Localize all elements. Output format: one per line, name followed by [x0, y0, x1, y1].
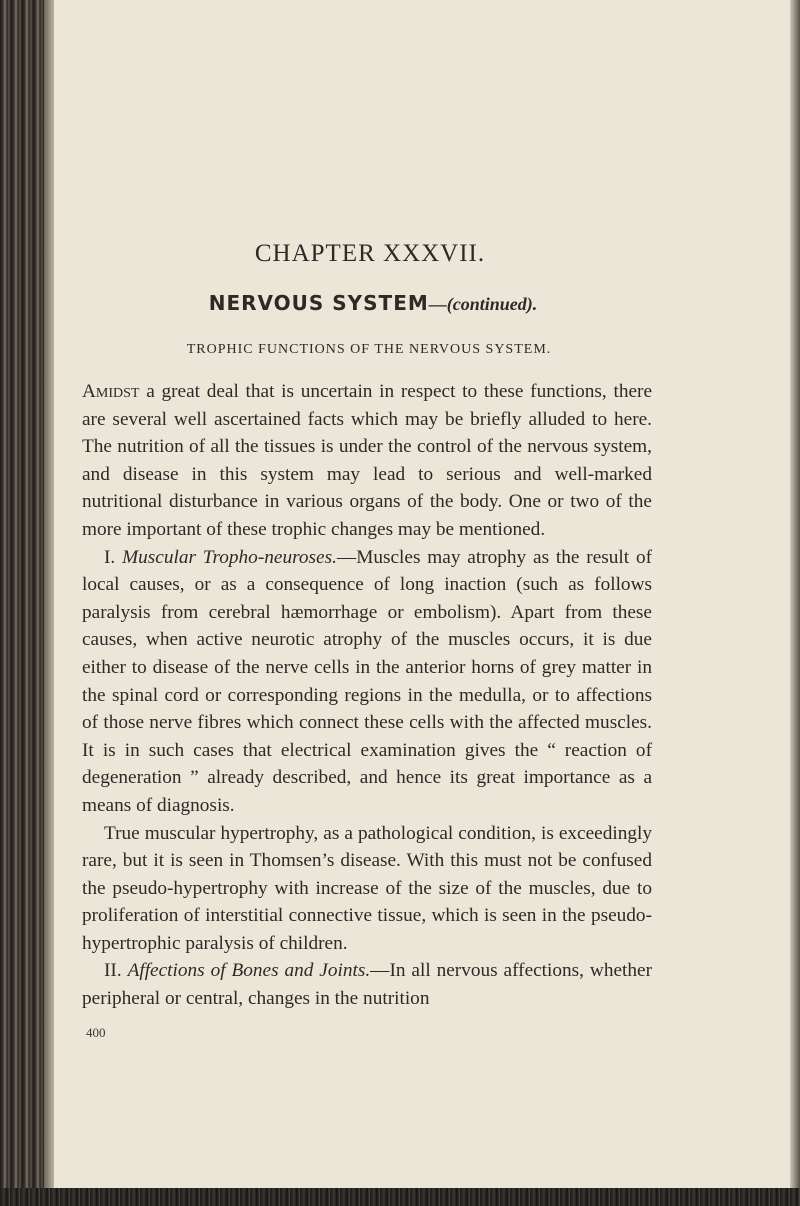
paragraph-muscular-heading: Muscular Tropho-neuroses.	[122, 546, 337, 568]
page-number: 400	[86, 1025, 106, 1040]
chapter-heading: CHAPTER XXXVII.	[254, 240, 486, 267]
paragraph-intro	[82, 378, 652, 544]
paragraph-muscular	[82, 544, 652, 820]
section-title	[94, 290, 652, 316]
paragraph-bones-number: II.	[104, 960, 128, 982]
paragraph-bones	[82, 957, 652, 1012]
paragraph-bones-text: —In all nervous affections, whether peripheral or central, changes in the nutrition	[82, 960, 652, 1010]
book-spine	[0, 0, 44, 1206]
paragraph-intro-text: a great deal that is uncertain in respect to these functions, there are several well ascertained facts which may be briefly alluded to here. The nutrition of all the tissues is under the control of the nervous system, and disease in this system may lead to serious and well-marked nutritional disturbance in various organs of the body. One or two of the more important of these trophic changes may be mentioned.	[82, 381, 652, 540]
gutter-shadow	[44, 0, 54, 1206]
paragraph-hypertrophy: True muscular hypertrophy, as a pathological condition, is exceedingly rare, but it is seen in Thomsen’s disease. With this must not be confused the pseudo-hypertrophy with increase of the size of the muscles, due to proliferation of interstitial connective tissue, which is seen in the pseudo-hypertrophic paralysis of children.	[82, 822, 652, 954]
page-content	[82, 240, 652, 1013]
section-title-suffix: —(continued).	[428, 294, 538, 314]
lead-word: Amidst	[82, 381, 140, 402]
paragraph-muscular-number: I.	[104, 546, 123, 568]
paragraph-bones-heading: Affections of Bones and Joints.	[127, 960, 371, 982]
subheading: TROPHIC FUNCTIONS OF THE NERVOUS SYSTEM.	[186, 342, 552, 357]
page-right-edge	[790, 0, 800, 1206]
page-bottom-edge	[0, 1188, 800, 1206]
paragraph-muscular-text: —Muscles may atrophy as the result of local causes, or as a consequence of long inaction (such as follows paralysis from cerebral hæmorrhage or embolism). Apart from these causes, when active neurotic atrophy of the muscles occurs, it is due either to disease of the nerve cells in the anterior horns of grey matter in the spinal cord or corresponding regions in the medulla, or to affections of those nerve fibres which connect these cells with the affected muscles. It is in such cases that electrical examination gives the “ reaction of degeneration ” already described, and hence its great importance as a means of diagnosis.	[82, 546, 653, 816]
section-title-main: NERVOUS SYSTEM	[208, 291, 429, 315]
